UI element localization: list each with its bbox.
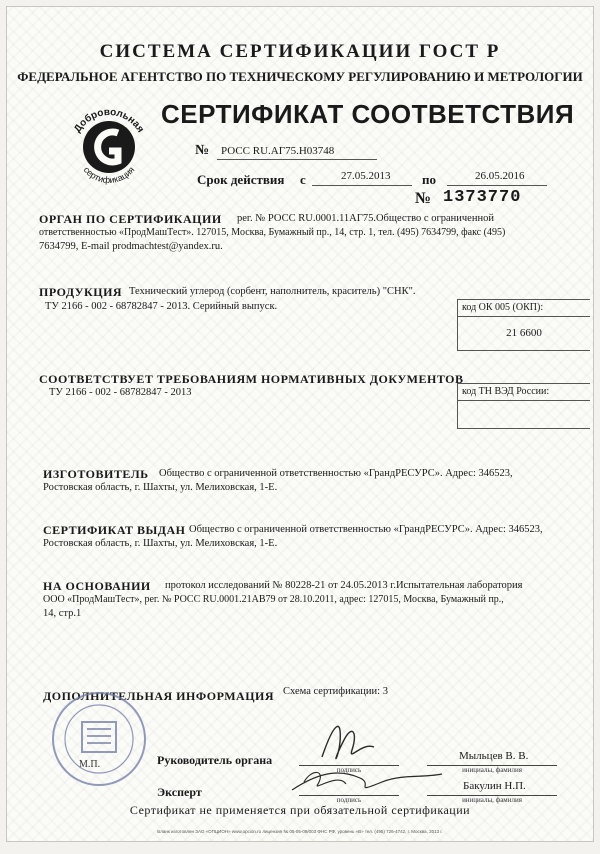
head-name-caption: инициалы, фамилия	[427, 765, 557, 774]
serial-number: 1373770	[443, 188, 522, 207]
stamp-label: М.П.	[79, 759, 101, 770]
basis-text-line2: ООО «ПродМашТест», рег. № РОСС RU.0001.21АВ79 от 28.10.2011, адрес: 127015, Москва, Бумажный пр.,	[43, 594, 504, 605]
head-signature-caption: подпись	[299, 765, 399, 774]
expert-name: Бакулин Н.П.	[463, 780, 526, 792]
certificate-title: СЕРТИФИКАТ СООТВЕТСТВИЯ	[161, 99, 575, 129]
head-name: Мыльцев В. В.	[459, 750, 529, 762]
certification-scheme: Схема сертификации: 3	[283, 686, 388, 697]
tnved-box	[457, 383, 590, 429]
validity-label: Срок действия	[197, 172, 285, 187]
manufacturer-text-line2: Ростовская область, г. Шахты, ул. Мелиховская, 1-Е.	[43, 482, 278, 493]
additional-label: ДОПОЛНИТЕЛЬНАЯ ИНФОРМАЦИЯ	[43, 689, 275, 703]
product-label: ПРОДУКЦИЯ	[39, 285, 123, 299]
official-stamp-icon	[49, 689, 149, 789]
issued-text-line1: Общество с ограниченной ответственностью «ГрандРЕСУРС». Адрес: 346523,	[189, 524, 543, 535]
tnved-label: код ТН ВЭД России:	[458, 384, 590, 401]
basis-text-line1: протокол исследований № 80228-21 от 24.05.2013 г.Испытательная лаборатория	[165, 580, 523, 591]
serial-label: №	[415, 190, 432, 207]
signatures-icon	[282, 712, 462, 797]
issued-label: СЕРТИФИКАТ ВЫДАН	[43, 523, 186, 537]
number-label: №	[195, 143, 210, 158]
basis-text-line3: 14, стр.1	[43, 608, 82, 619]
product-text-line1: Технический углерод (сорбент, наполнитель, краситель) "СНК".	[129, 286, 416, 297]
logo-top-text: Добровольная	[72, 106, 146, 135]
compliance-label: СООТВЕТСТВУЕТ ТРЕБОВАНИЯМ НОРМАТИВНЫХ ДОКУМЕНТОВ	[39, 372, 464, 386]
footer-notice: Сертификат не применяется при обязательной сертификации	[129, 803, 471, 817]
printer-info: Бланк изготовлен ЗАО «ОПЦИОН» www.opcion.ru лицензия № 05-05-09/003 ФНС РФ, уровень «В» тел. (495) 726-4742, г. Москва, 2013 г.	[157, 829, 443, 834]
organ-text-line3: 7634799, E-mail prodmachtest@yandex.ru.	[39, 241, 223, 252]
issued-text-line2: Ростовская область, г. Шахты, ул. Мелиховская, 1-Е.	[43, 538, 278, 549]
validity-from-label: с	[300, 172, 306, 187]
okp-box	[457, 299, 590, 351]
basis-label: НА ОСНОВАНИИ	[43, 579, 151, 593]
logo-bottom-text: сертификация	[81, 164, 137, 186]
organ-text-line2: ответственностью «ПродМашТест». 127015, Москва, Бумажный пр., 14, стр. 1, тел. (495) 7634799, факс (495)	[39, 227, 506, 238]
okp-value: 21 6600	[506, 327, 542, 339]
okp-label: код ОК 005 (ОКП):	[458, 300, 590, 317]
product-text-line2: ТУ 2166 - 002 - 68782847 - 2013. Серийный выпуск.	[45, 301, 278, 312]
validity-to-date: 26.05.2016	[475, 170, 525, 182]
expert-name-caption: инициалы, фамилия	[427, 795, 557, 804]
validity-from-underline	[312, 185, 412, 186]
certificate-number: РОСС RU.АГ75.Н03748	[221, 145, 335, 157]
system-title: СИСТЕМА СЕРТИФИКАЦИИ ГОСТ Р	[99, 41, 501, 62]
validity-from-date: 27.05.2013	[341, 170, 391, 182]
expert-signature-caption: подпись	[299, 795, 399, 804]
manufacturer-text-line1: Общество с ограниченной ответственностью «ГрандРЕСУРС». Адрес: 346523,	[159, 468, 513, 479]
organ-label: ОРГАН ПО СЕРТИФИКАЦИИ	[39, 212, 222, 226]
gost-r-logo-icon	[65, 103, 153, 187]
certificate-page	[6, 6, 594, 842]
number-underline	[217, 159, 377, 160]
expert-label: Эксперт	[157, 785, 202, 799]
organ-text-line1: рег. № РОСС RU.0001.11АГ75.Общество с ограниченной	[237, 213, 494, 224]
validity-to-label: по	[422, 172, 436, 187]
head-label: Руководитель органа	[157, 753, 273, 767]
validity-to-underline	[447, 185, 547, 186]
agency-name: ФЕДЕРАЛЬНОЕ АГЕНТСТВО ПО ТЕХНИЧЕСКОМУ РЕГУЛИРОВАНИЮ И МЕТРОЛОГИИ	[17, 69, 583, 84]
compliance-text: ТУ 2166 - 002 - 68782847 - 2013	[49, 387, 192, 398]
manufacturer-label: ИЗГОТОВИТЕЛЬ	[43, 467, 149, 481]
